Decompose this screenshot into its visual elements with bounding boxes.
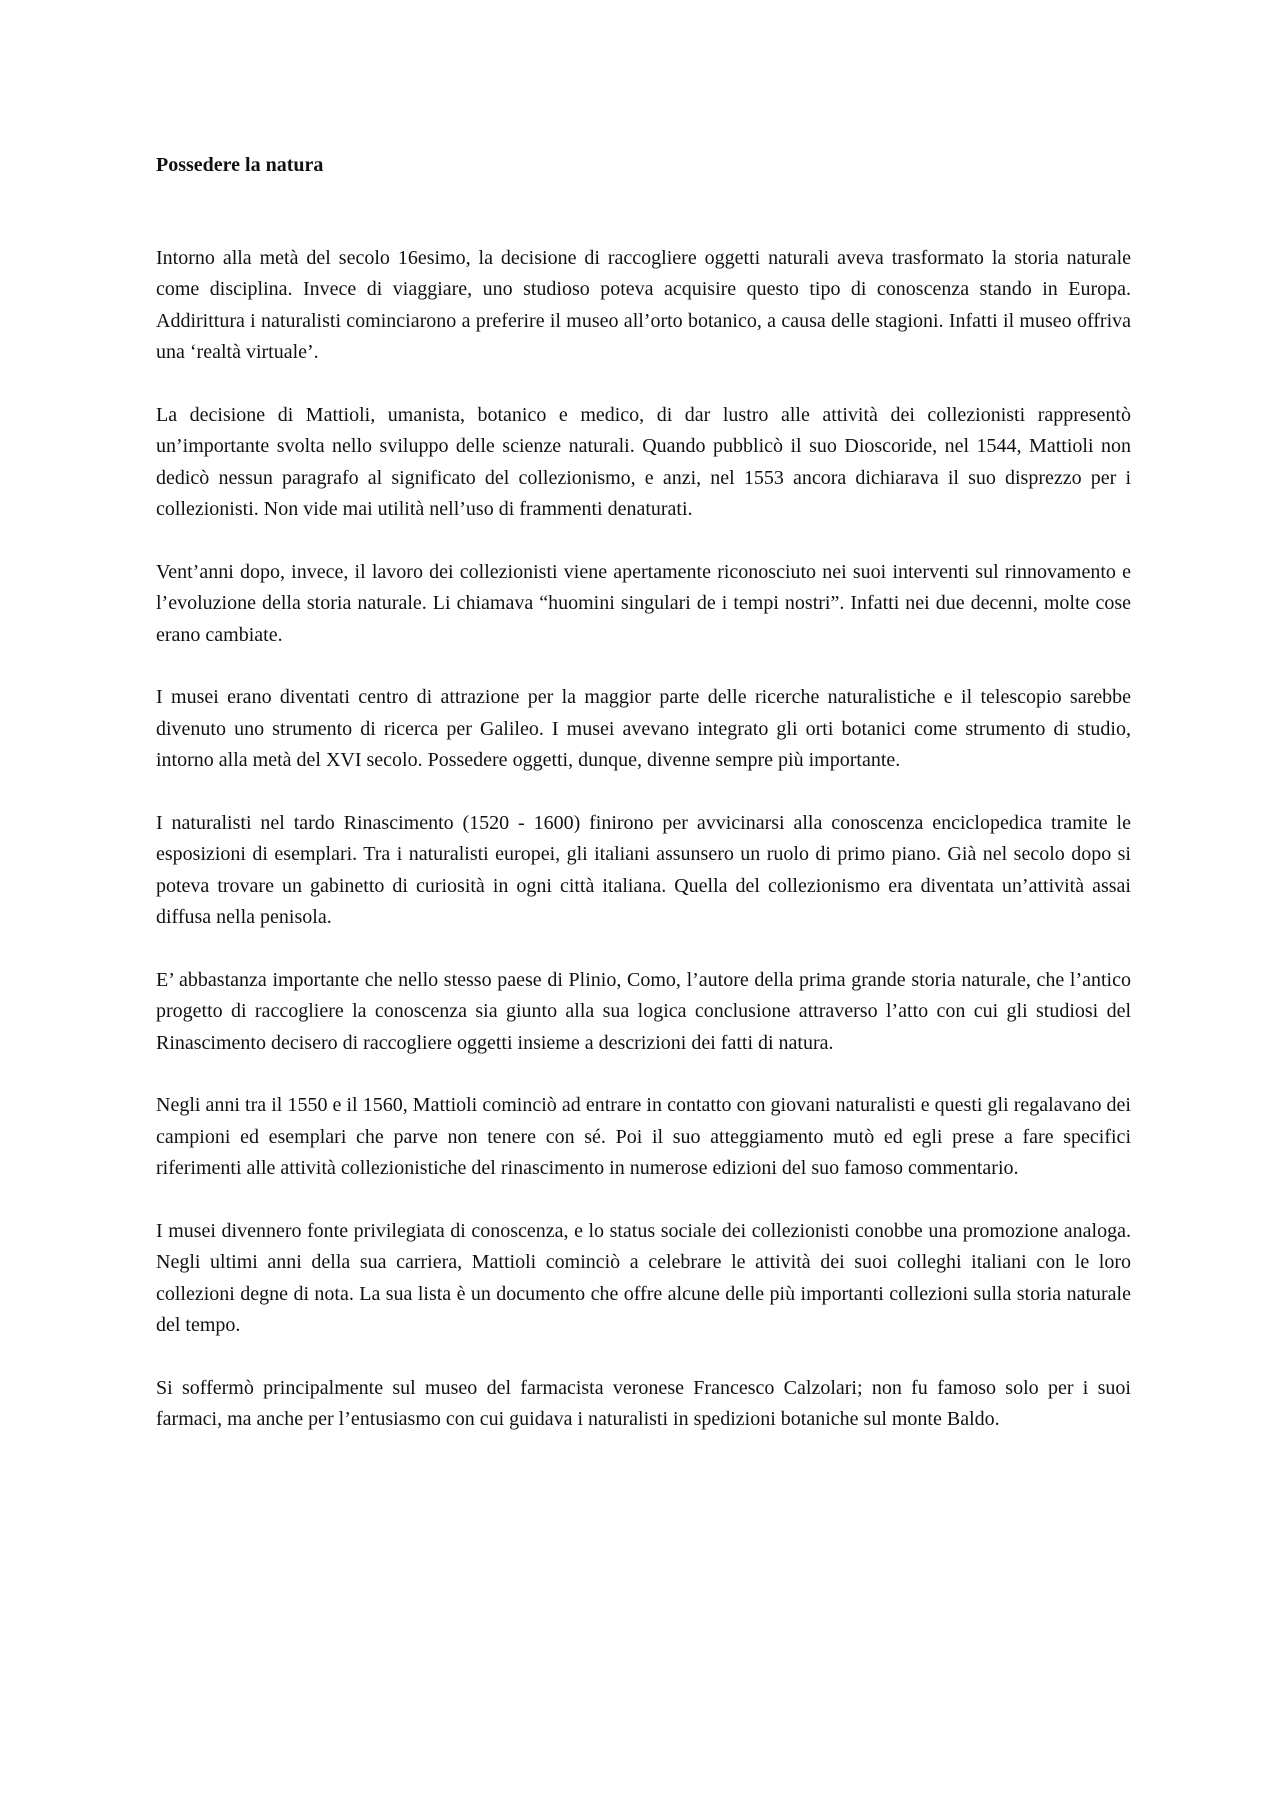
paragraph-7: Negli anni tra il 1550 e il 1560, Mattioli cominciò ad entrare in contatto con giovani naturalisti e questi gli regalavano dei campioni ed esemplari che parve non tenere con sé. Poi il suo atteggiamento mutò ed egli prese a fare specifici riferimenti alle attività collezionistiche del rinascimento in numerose edizioni del suo famoso commentario. [156, 1094, 1131, 1179]
paragraph-1: Intorno alla metà del secolo 16esimo, la decisione di raccogliere oggetti naturali aveva trasformato la storia naturale come disciplina. Invece di viaggiare, uno studioso poteva acquisire questo tipo di conoscenza stando in Europa. Addirittura i naturalisti cominciarono a preferire il museo all’orto botanico, a causa delle stagioni. Infatti il museo offriva una ‘realtà virtuale’. [156, 246, 1131, 363]
paragraph-3: Vent’anni dopo, invece, il lavoro dei collezionisti viene apertamente riconosciuto nei suoi interventi sul rinnovamento e l’evoluzione della storia naturale. Li chiamava “huomini singulari de i tempi nostri”. Infatti nei due decenni, molte cose erano cambiate. [156, 560, 1131, 646]
paragraph-8: I musei divennero fonte privilegiata di conoscenza, e lo status sociale dei collezionisti conobbe una promozione analoga. Negli ultimi anni della sua carriera, Mattioli cominciò a celebrare le attività dei suoi colleghi italiani con le loro collezioni degne di nota. La sua lista è un documento che offre alcune delle più importanti collezioni sulla storia naturale del tempo. [156, 1219, 1131, 1336]
paragraph-9: Si soffermò principalmente sul museo del farmacista veronese Francesco Calzolari; non fu famoso solo per i suoi farmaci, ma anche per l’entusiasmo con cui guidava i naturalisti in spedizioni botaniche sul monte Baldo. [156, 1376, 1131, 1430]
paragraph-6: E’ abbastanza importante che nello stesso paese di Plinio, Como, l’autore della prima grande storia naturale, che l’antico progetto di raccogliere la conoscenza sia giunto alla sua logica conclusione attraverso l’atto con cui gli studiosi del Rinascimento decisero di raccogliere oggetti insieme a descrizioni dei fatti di natura. [156, 968, 1131, 1054]
paragraph-2: La decisione di Mattioli, umanista, botanico e medico, di dar lustro alle attività dei collezionisti rappresentò un’importante svolta nello sviluppo delle scienze naturali. Quando pubblicò il suo Dioscoride, nel 1544, Mattioli non dedicò nessun paragrafo al significato del collezionismo, e anzi, nel 1553 ancora dichiarava il suo disprezzo per i collezionisti. Non vide mai utilità nell’uso di frammenti denaturati. [156, 403, 1131, 520]
document-title: Possedere la natura [156, 154, 324, 176]
paragraph-5: I naturalisti nel tardo Rinascimento (1520 - 1600) finirono per avvicinarsi alla conoscenza enciclopedica tramite le esposizioni di esemplari. Tra i naturalisti europei, gli italiani assunsero un ruolo di primo piano. Già nel secolo dopo si poteva trovare un gabinetto di curiosità in ogni città italiana. Quella del collezionismo era diventata un’attività assai diffusa nella penisola. [156, 811, 1131, 928]
paragraph-4: I musei erano diventati centro di attrazione per la maggior parte delle ricerche naturalistiche e il telescopio sarebbe divenuto uno strumento di ricerca per Galileo. I musei avevano integrato gli orti botanici come strumento di studio, intorno alla metà del XVI secolo. Possedere oggetti, dunque, divenne sempre più importante. [156, 686, 1131, 771]
document-page [156, 150, 1131, 1467]
